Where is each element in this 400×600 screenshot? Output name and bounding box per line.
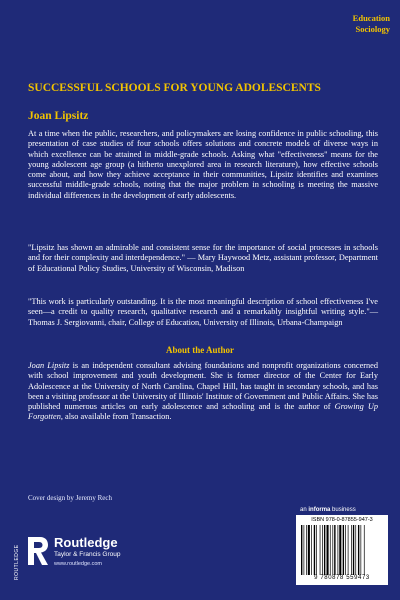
barcode-bar [320,525,321,575]
barcode-bar [316,525,317,575]
barcode-bar [308,525,310,575]
barcode-bar [355,525,356,575]
informa-business-label [300,507,388,513]
book-author: Joan Lipsitz [28,110,89,122]
barcode-bar [301,525,302,575]
review-quote [28,243,378,274]
author-bio-text: is an independent consultant advising foundations and nonprofit organizations concerned with school improvement and youth development. She is former director of the Center for Early Adolescence at the University of North Carolina, Chapel Hill, has taught in secondary schools, and has been a visiting professor at the University of Illinois' Institute of Government and Public Affairs. She has published numerous articles on early adolescence and schooling and is the author of [28,361,379,412]
publisher-side-text: ROUTLEDGE [14,544,20,580]
barcode-bar [327,525,329,575]
barcode-bar [339,525,341,575]
barcode-bar [351,525,352,575]
isbn-label: ISBN 978-0-87855-947-3 [311,517,373,523]
barcode-bar [334,525,335,575]
business-prefix: an [300,507,307,513]
publisher-logo [14,526,214,582]
barcode-bar [306,525,307,575]
barcode-bar [330,525,331,575]
barcode-bar [345,525,346,575]
publisher-name: Routledge [54,535,118,550]
barcode-bar [348,525,349,575]
publisher-group: Taylor & Francis Group [54,551,121,558]
quote-attribution: —Thomas J. Sergiovanni, chair, College of Education, University of Illinois, Urbana-Champaign [28,307,378,327]
barcode-bar [353,525,354,575]
barcode-bar [343,525,344,575]
cover-design-credit: Cover design by Jeremy Rech [28,494,112,502]
author-bio-name: Joan Lipsitz [28,361,70,370]
category-sociology: Sociology [355,24,390,34]
isbn-barcode [296,515,388,585]
barcode-bar [314,525,315,575]
subject-categories [270,13,390,35]
barcode-bar [364,525,365,575]
author-bio-book-title: Growing Up Forgotten [28,402,379,422]
quote-attribution: — Mary Haywood Metz, assistant professor, Department of Educational Policy Studies, University of Wisconsin, Madison [28,253,378,273]
author-bio [28,361,378,423]
category-education: Education [352,13,390,23]
barcode-icon [300,525,384,575]
barcode-bar [322,525,323,575]
barcode-bar [338,525,339,575]
business-brand: informa [308,507,331,513]
barcode-bar [311,525,312,575]
business-suffix: business [332,507,356,513]
quote-text: "This work is particularly outstanding. It is the most meaningful description of school effectiveness I've seen—a credit to quality research, qualitative research and a remarkably insightful writing style." [28,297,378,317]
barcode-bar [304,525,305,575]
routledge-r-icon [26,534,50,568]
review-quote [28,297,378,328]
publisher-url: www.routledge.com [54,561,102,567]
quote-text: "Lipsitz has shown an admirable and consistent sense for the importance of social processes in schools and for their complexity and interdependence." [28,243,378,263]
barcode-bar [332,525,333,575]
book-summary: At a time when the public, researchers, and policymakers are losing confidence in public schooling, this presentation of case studies of four schools offers solutions and concrete models of diverse ways in which excellence can be attained in middle-grade schools. Asking what "effectiveness" means for the young adolescent age group (a hitherto unexplored area in research literature), how effective schools come about, and how they achieve acceptance in their communities, Lipsitz identifies and examines successful middle-grade schools, noting that the major problem in schooling is meeting the massive individual differences in the development of early adolescents. [28,129,378,200]
book-title: SUCCESSFUL SCHOOLS FOR YOUNG ADOLESCENTS [28,82,321,94]
barcode-bar [324,525,325,575]
barcode-bar [361,525,362,575]
barcode-digits: 9 780878 559473 [314,575,370,581]
about-author-heading: About the Author [165,345,234,355]
barcode-bar [358,525,359,575]
author-bio-text-end: , also available from Transaction. [60,412,172,422]
